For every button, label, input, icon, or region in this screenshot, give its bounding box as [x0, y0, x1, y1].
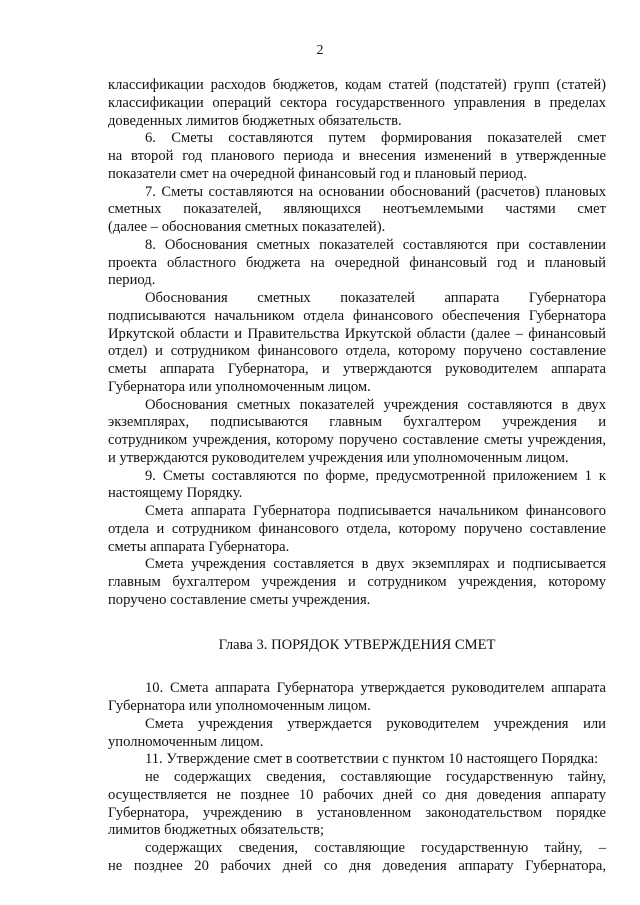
text-line: на второй год планового периода и внесения изменений в утвержденные — [108, 148, 606, 164]
paragraph — [108, 503, 606, 556]
paragraph — [108, 130, 606, 183]
text-line: 11. Утверждение смет в соответствии с пунктом 10 настоящего Порядка: — [145, 751, 599, 768]
chapter-heading: Глава 3. ПОРЯДОК УТВЕРЖДЕНИЯ СМЕТ — [218, 636, 496, 653]
text-line: Губернатора или уполномоченным лицом. — [108, 378, 371, 395]
paragraph — [108, 237, 606, 290]
paragraph — [108, 468, 606, 504]
paragraph — [108, 397, 606, 468]
text-line: Смета учреждения составляется в двух экземплярах и подписывается — [145, 556, 606, 573]
text-line: Обоснования сметных показателей учреждения составляются в двух — [145, 396, 606, 413]
text-line: Смета учреждения утверждается руководителем учреждения или — [145, 715, 606, 732]
paragraph — [108, 680, 606, 716]
text-line: главным бухгалтером учреждения и сотрудником учреждения, которому — [108, 574, 606, 590]
text-line: не содержащих сведения, составляющие государственную тайну, — [145, 769, 606, 785]
text-line: (далее – обоснования сметных показателей). — [108, 219, 386, 235]
text-line: проекта областного бюджета на очередной финансовый год и плановый — [108, 254, 606, 271]
text-line: 6. Сметы составляются путем формирования показателей смет — [145, 130, 606, 147]
text-line: сметы аппарата Губернатора. — [108, 538, 290, 555]
paragraph — [108, 716, 606, 752]
text-line: уполномоченным лицом. — [108, 733, 264, 750]
text-line: поручено составление сметы учреждения. — [108, 591, 371, 608]
text-line: Губернатора или уполномоченным лицом. — [108, 698, 371, 714]
text-line: классификации операций сектора государственного управления в пределах — [108, 94, 606, 111]
paragraph — [108, 769, 606, 840]
document-body — [108, 77, 606, 876]
text-line: классификации расходов бюджетов, кодам статей (подстатей) групп (статей) — [108, 77, 606, 93]
text-line: и утверждаются руководителем учреждения или уполномоченным лицом. — [108, 449, 569, 466]
text-line: не позднее 20 рабочих дней со дня доведения аппарату Губернатора, — [108, 857, 606, 874]
text-line: осуществляется не позднее 10 рабочих дней со дня доведения аппарату — [108, 786, 606, 803]
paragraph — [108, 77, 606, 130]
section-chapter-3 — [108, 680, 606, 875]
text-line: лимитов бюджетных обязательств; — [108, 822, 325, 839]
text-line: Смета аппарата Губернатора подписывается начальником финансового — [145, 503, 606, 519]
text-line: показатели смет на очередной финансовый год и плановый период. — [108, 165, 527, 182]
text-line: доведенных лимитов бюджетных обязательств. — [108, 112, 402, 129]
text-line: Губернатора, учреждению в установленном законодательством порядке — [108, 804, 606, 821]
text-line: сметы аппарата Губернатора, и утверждаются руководителем аппарата — [108, 361, 606, 377]
section-chapter-2-tail — [108, 77, 606, 610]
text-line: Обоснования сметных показателей аппарата Губернатора — [145, 290, 606, 306]
text-line: отдела и сотрудником финансового отдела, которому поручено составление — [108, 520, 606, 537]
text-line: период. — [108, 272, 156, 289]
paragraph — [108, 556, 606, 609]
text-line: сотрудником учреждения, которому поручено составление сметы учреждения, — [108, 432, 606, 448]
text-line: подписываются начальником отдела финансового обеспечения Губернатора — [108, 307, 606, 324]
paragraph — [108, 840, 606, 876]
text-line: 9. Сметы составляются по форме, предусмотренной приложением 1 к — [145, 467, 606, 484]
text-line: отдел) и сотрудником финансового отдела, которому поручено составление — [108, 343, 606, 360]
text-line: экземплярах, подписываются главным бухгалтером учреждения и — [108, 414, 606, 431]
text-line: 10. Смета аппарата Губернатора утверждается руководителем аппарата — [145, 680, 606, 697]
paragraph — [108, 290, 606, 397]
text-line: настоящему Порядку. — [108, 485, 243, 502]
text-line: содержащих сведения, составляющие государственную тайну, – — [145, 840, 606, 856]
text-line: 7. Сметы составляются на основании обоснований (расчетов) плановых — [145, 183, 606, 200]
page-number: 2 — [316, 43, 324, 58]
paragraph — [108, 751, 606, 769]
paragraph — [108, 184, 606, 237]
text-line: Иркутской области и Правительства Иркутской области (далее – финансовый — [108, 325, 606, 342]
text-line: 8. Обоснования сметных показателей составляются при составлении — [145, 236, 606, 253]
text-line: сметных показателей, являющихся неотъемлемыми частями смет — [108, 201, 606, 218]
